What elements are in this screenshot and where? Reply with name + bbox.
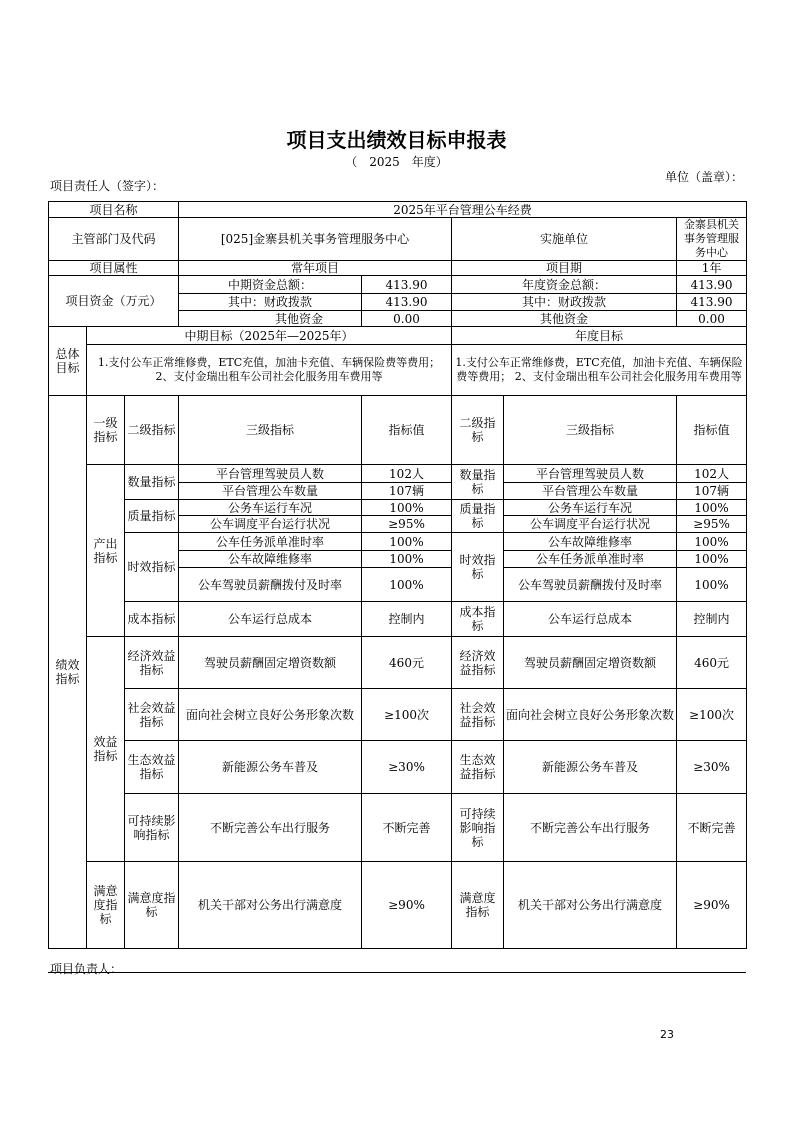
time-cat-year: 时效指标 xyxy=(452,533,504,602)
mid-time3-name: 公车驾驶员薪酬拨付及时率 xyxy=(179,568,362,602)
year-qty1-val: 102人 xyxy=(677,465,747,483)
mid-other-label: 其他资金 xyxy=(179,311,362,327)
qual-cat-year: 质量指标 xyxy=(452,500,504,533)
mid-time1-val: 100% xyxy=(362,533,452,551)
year-qty2-name: 平台管理公车数量 xyxy=(504,483,677,500)
cost-cat-mid: 成本指标 xyxy=(125,602,179,637)
year-fiscal-label: 其中：财政拨款 xyxy=(452,294,677,311)
mid-other-value: 0.00 xyxy=(362,311,452,327)
mid-time1-name: 公车任务派单准时率 xyxy=(179,533,362,551)
satisfaction-indicator-cat: 满意度指标 xyxy=(87,862,125,949)
project-attr-value: 常年项目 xyxy=(179,261,452,276)
year-time3-val: 100% xyxy=(677,568,747,602)
header-level2-year: 二级指标 xyxy=(452,396,504,465)
time-cat-mid: 时效指标 xyxy=(125,533,179,602)
year-time2-name: 公车任务派单准时率 xyxy=(504,551,677,568)
mid-goal-text: 1.支付公车正常维修费，ETC充值，加油卡充值、车辆保险费等费用； 2、支付金瑞出租车公司社会化服务用车费用等 xyxy=(87,345,452,396)
impl-unit-value: 金寨县机关事务管理服务中心 xyxy=(677,218,747,261)
mid-cost-val: 控制内 xyxy=(362,602,452,637)
year-time1-name: 公车故障维修率 xyxy=(504,533,677,551)
year-time1-val: 100% xyxy=(677,533,747,551)
soc-cat-year: 社会效益指标 xyxy=(452,689,504,741)
subtitle-open: （ xyxy=(345,155,358,169)
mid-fiscal-value: 413.90 xyxy=(362,294,452,311)
mid-total-value: 413.90 xyxy=(362,276,452,294)
dept-value: [025]金寨县机关事务管理服务中心 xyxy=(179,218,452,261)
qual-cat-mid: 质量指标 xyxy=(125,500,179,533)
soc-cat-mid: 社会效益指标 xyxy=(125,689,179,741)
mid-sus-name: 不断完善公车出行服务 xyxy=(179,794,362,862)
year-qual2-name: 公车调度平台运行状况 xyxy=(504,516,677,533)
output-indicator-cat: 产出指标 xyxy=(87,465,125,637)
mid-fiscal-label: 其中：财政拨款 xyxy=(179,294,362,311)
responsible-person-label: 项目责任人（签字）： xyxy=(50,179,165,193)
year-cost-name: 公车运行总成本 xyxy=(504,602,677,637)
year-time3-name: 公车驾驶员薪酬拨付及时率 xyxy=(504,568,677,602)
subtitle-year: 2025 xyxy=(369,155,400,169)
mid-qty1-name: 平台管理驾驶员人数 xyxy=(179,465,362,483)
year-sat-val: ≥90% xyxy=(677,862,747,949)
year-qty2-val: 107辆 xyxy=(677,483,747,500)
mid-qty1-val: 102人 xyxy=(362,465,452,483)
page-number: 23 xyxy=(660,1028,674,1041)
project-period-label: 项目期 xyxy=(452,261,677,276)
eco-cat-mid: 生态效益指标 xyxy=(125,741,179,794)
year-sus-name: 不断完善公车出行服务 xyxy=(504,794,677,862)
year-econ-val: 460元 xyxy=(677,637,747,689)
sat-cat-year: 满意度指标 xyxy=(452,862,504,949)
benefit-indicator-cat: 效益指标 xyxy=(87,637,125,862)
mid-qty2-name: 平台管理公车数量 xyxy=(179,483,362,500)
mid-econ-val: 460元 xyxy=(362,637,452,689)
sus-cat-mid: 可持续影响指标 xyxy=(125,794,179,862)
mid-qual2-val: ≥95% xyxy=(362,516,452,533)
mid-econ-name: 驾驶员薪酬固定增资数额 xyxy=(179,637,362,689)
mid-sus-val: 不断完善 xyxy=(362,794,452,862)
mid-sat-val: ≥90% xyxy=(362,862,452,949)
footer-divider xyxy=(48,972,746,973)
sat-cat-mid: 满意度指标 xyxy=(125,862,179,949)
header-value-mid: 指标值 xyxy=(362,396,452,465)
overall-goal-label: 总体目标 xyxy=(49,327,87,396)
year-soc-name: 面向社会树立良好公务形象次数 xyxy=(504,689,677,741)
mid-total-label: 中期资金总额： xyxy=(179,276,362,294)
econ-cat-year: 经济效益指标 xyxy=(452,637,504,689)
project-name-label: 项目名称 xyxy=(49,202,179,218)
mid-time3-val: 100% xyxy=(362,568,452,602)
performance-target-table xyxy=(48,201,747,949)
year-qual1-name: 公务车运行车况 xyxy=(504,500,677,516)
year-econ-name: 驾驶员薪酬固定增资数额 xyxy=(504,637,677,689)
cost-cat-year: 成本指标 xyxy=(452,602,504,637)
impl-unit-label: 实施单位 xyxy=(452,218,677,261)
mid-goal-header: 中期目标（2025年—2025年） xyxy=(87,327,452,345)
year-qual1-val: 100% xyxy=(677,500,747,516)
year-cost-val: 控制内 xyxy=(677,602,747,637)
mid-qty2-val: 107辆 xyxy=(362,483,452,500)
project-period-value: 1年 xyxy=(677,261,747,276)
year-goal-header: 年度目标 xyxy=(452,327,747,345)
mid-sat-name: 机关干部对公务出行满意度 xyxy=(179,862,362,949)
header-level1: 一级指标 xyxy=(87,396,125,465)
header-level3-mid: 三级指标 xyxy=(179,396,362,465)
eco-cat-year: 生态效益指标 xyxy=(452,741,504,794)
year-total-value: 413.90 xyxy=(677,276,747,294)
header-level2-mid: 二级指标 xyxy=(125,396,179,465)
sus-cat-year: 可持续影响指标 xyxy=(452,794,504,862)
year-qual2-val: ≥95% xyxy=(677,516,747,533)
page-title: 项目支出绩效目标申报表 xyxy=(286,128,507,152)
year-fiscal-value: 413.90 xyxy=(677,294,747,311)
year-time2-val: 100% xyxy=(677,551,747,568)
header-value-year: 指标值 xyxy=(677,396,747,465)
mid-time2-val: 100% xyxy=(362,551,452,568)
year-other-value: 0.00 xyxy=(677,311,747,327)
mid-soc-name: 面向社会树立良好公务形象次数 xyxy=(179,689,362,741)
perf-indicator-label: 绩效指标 xyxy=(49,396,87,949)
mid-soc-val: ≥100次 xyxy=(362,689,452,741)
mid-eco-name: 新能源公务车普及 xyxy=(179,741,362,794)
subtitle-close: 年度） xyxy=(411,155,448,169)
qty-cat-mid: 数量指标 xyxy=(125,465,179,500)
header-level3-year: 三级指标 xyxy=(504,396,677,465)
year-qty1-name: 平台管理驾驶员人数 xyxy=(504,465,677,483)
econ-cat-mid: 经济效益指标 xyxy=(125,637,179,689)
project-name-value: 2025年平台管理公车经费 xyxy=(179,202,747,218)
year-total-label: 年度资金总额： xyxy=(452,276,677,294)
year-eco-val: ≥30% xyxy=(677,741,747,794)
mid-cost-name: 公车运行总成本 xyxy=(179,602,362,637)
funds-label: 项目资金（万元） xyxy=(49,276,179,327)
year-other-label: 其他资金 xyxy=(452,311,677,327)
year-soc-val: ≥100次 xyxy=(677,689,747,741)
mid-qual1-val: 100% xyxy=(362,500,452,516)
year-sus-val: 不断完善 xyxy=(677,794,747,862)
year-goal-text: 1.支付公车正常维修费，ETC充值，加油卡充值、车辆保险费等费用； 2、支付金瑞出租车公司社会化服务用车费用等 xyxy=(452,345,747,396)
project-leader-label: 项目负责人： xyxy=(50,962,123,976)
mid-eco-val: ≥30% xyxy=(362,741,452,794)
mid-time2-name: 公车故障维修率 xyxy=(179,551,362,568)
year-sat-name: 机关干部对公务出行满意度 xyxy=(504,862,677,949)
project-attr-label: 项目属性 xyxy=(49,261,179,276)
dept-label: 主管部门及代码 xyxy=(49,218,179,261)
mid-qual1-name: 公务车运行车况 xyxy=(179,500,362,516)
qty-cat-year: 数量指标 xyxy=(452,465,504,500)
unit-seal-label: 单位（盖章）： xyxy=(664,170,743,184)
mid-qual2-name: 公车调度平台运行状况 xyxy=(179,516,362,533)
year-eco-name: 新能源公务车普及 xyxy=(504,741,677,794)
